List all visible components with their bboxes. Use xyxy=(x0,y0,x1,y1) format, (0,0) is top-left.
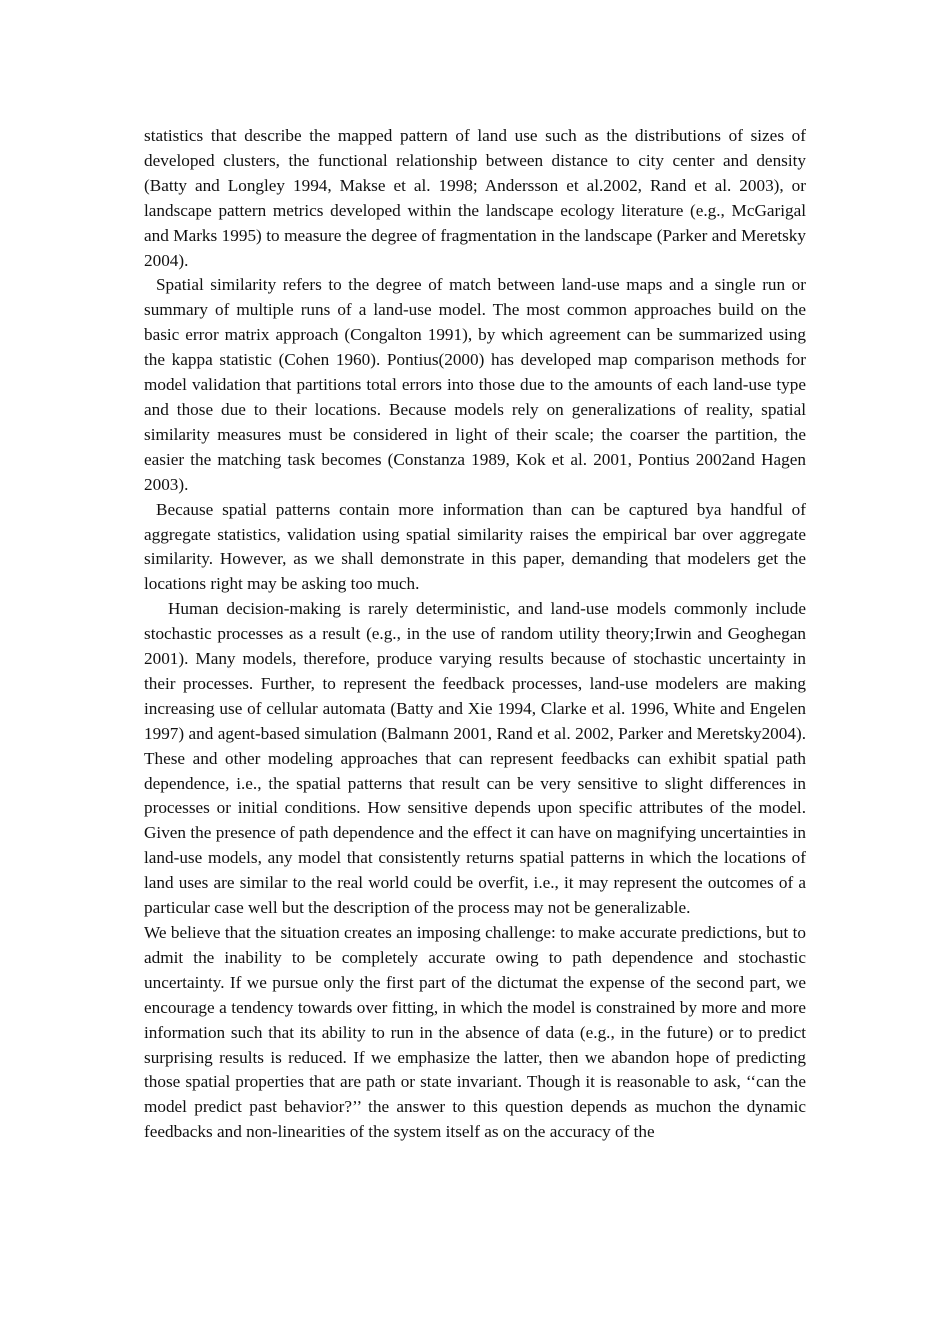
paragraph-imposing-challenge: We believe that the situation creates an imposing challenge: to make accurate predictions, but to admit the inability to be completely accurate owing to path dependence and stochastic uncertainty. If we pursue only the first part of the dictumat the expense of the second part, we encourage a tendency towards over fitting, in which the model is constrained by more and more information such that its ability to run in the absence of data (e.g., in the future) or to predict surprising results is reduced. If we emphasize the latter, then we abandon hope of predicting those spatial properties that are path or state invariant. Though it is reasonable to ask, ‘‘can the model predict past behavior?’’ the answer to this question depends as muchon the dynamic feedbacks and non-linearities of the system itself as on the accuracy of the xyxy=(144,923,806,1142)
paragraph-aggregate-statistics: statistics that describe the mapped pattern of land use such as the distributions of sizes of developed clusters, the functional relationship between distance to city center and density (Batty and Longley 1994, Makse et al. 1998; Andersson et al.2002, Rand et al. 2003), or landscape pattern metrics developed within the landscape ecology literature (e.g., McGarigal and Marks 1995) to measure the degree of fragmentation in the landscape (Parker and Meretsky 2004). xyxy=(144,126,806,270)
document-page xyxy=(144,124,806,1145)
paragraph-spatial-patterns: Because spatial patterns contain more information than can be captured bya handful of aggregate statistics, validation using spatial similarity raises the empirical bar over aggregate similarity. However, as we shall demonstrate in this paper, demanding that modelers get the locations right may be asking too much. xyxy=(144,499,806,594)
paragraph-human-decision-making: Human decision-making is rarely deterministic, and land-use models commonly include stochastic processes as a result (e.g., in the use of random utility theory;Irwin and Geoghegan 2001). Many models, therefore, produce varying results because of stochastic uncertainty in their processes. Further, to represent the feedback processes, land-use modelers are making increasing use of cellular automata (Batty and Xie 1994, Clarke et al. 1996, White and Engelen 1997) and agent-based simulation (Balmann 2001, Rand et al. 2002, Parker and Meretsky2004). These and other modeling approaches that can represent feedbacks can exhibit spatial path dependence, i.e., the spatial patterns that result can be very sensitive to slight differences in processes or initial conditions. How sensitive depends upon specific attributes of the model. Given the presence of path dependence and the effect it can have on magnifying uncertainties in land-use models, any model that consistently returns spatial patterns in which the locations of land uses are similar to the real world could be overfit, i.e., it may represent the outcomes of a particular case well but the description of the process may not be generalizable. xyxy=(144,599,806,918)
paragraph-spatial-similarity: Spatial similarity refers to the degree of match between land-use maps and a single run or summary of multiple runs of a land-use model. The most common approaches build on the basic error matrix approach (Congalton 1991), by which agreement can be summarized using the kappa statistic (Cohen 1960). Pontius(2000) has developed map comparison methods for model validation that partitions total errors into those due to the amounts of each land-use type and those due to their locations. Because models rely on generalizations of reality, spatial similarity measures must be considered in light of their scale; the coarser the partition, the easier the matching task becomes (Constanza 1989, Kok et al. 2001, Pontius 2002and Hagen 2003). xyxy=(144,275,806,494)
